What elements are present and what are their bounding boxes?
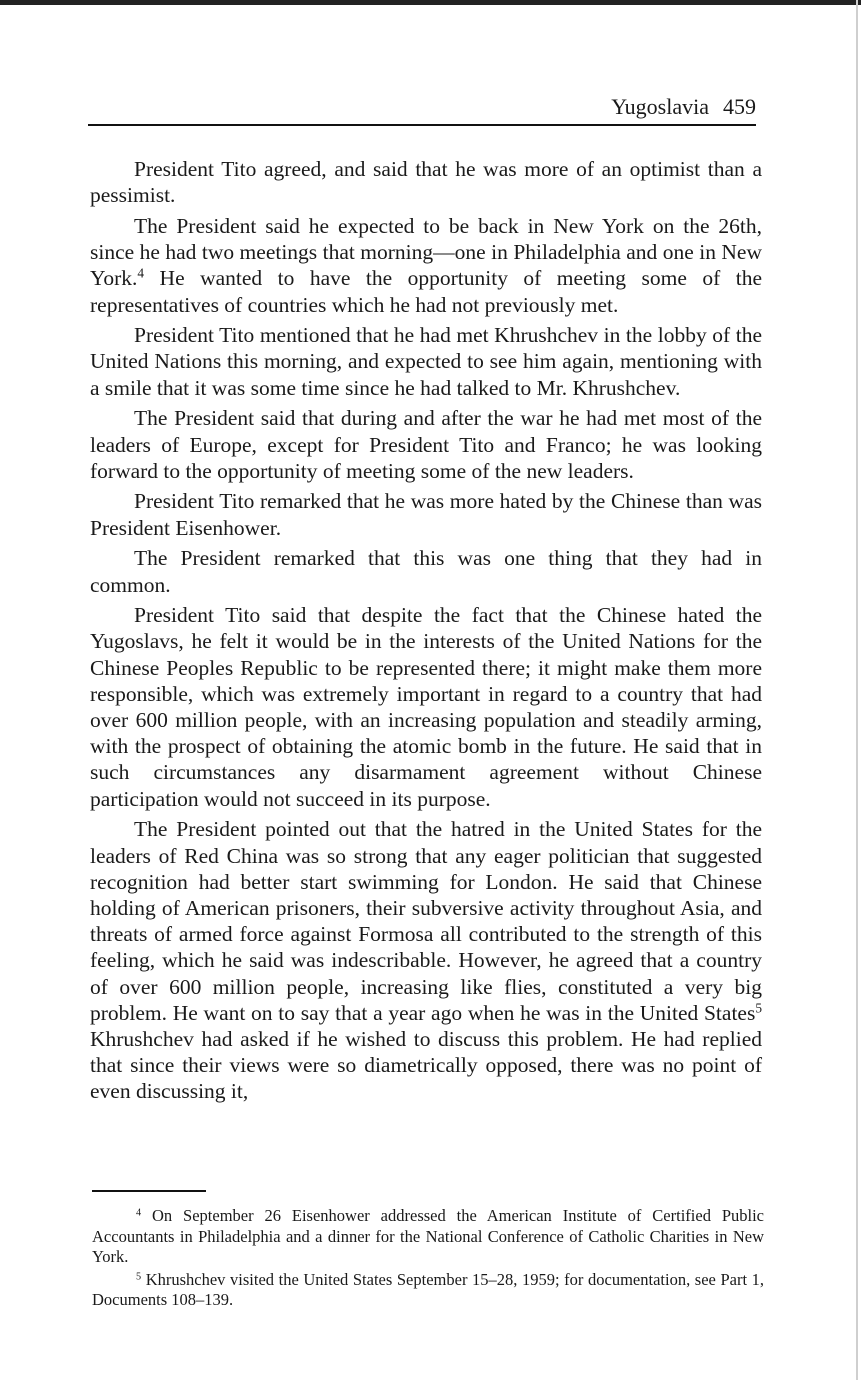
running-head <box>88 92 756 122</box>
paragraph-5 <box>90 488 762 540</box>
paragraph-7 <box>90 602 762 812</box>
paragraph-text: The President pointed out that the hatred in the United States for the leaders of Red China was so strong that any eager politician that suggested recognition had better start swimming for London. He said that Chinese holding of American prisoners, their subversive activity throughout Asia, and threats of armed force against Formosa all contributed to the strength of this feeling, which he said was indescribable. However, he agreed that a country of over 600 million people, increasing like flies, constituted a very big problem. He want on to say that a year ago when he was in the United States <box>90 817 762 1025</box>
page-top-edge <box>0 0 861 5</box>
paragraph-text: President Tito said that despite the fact that the Chinese hated the Yugoslavs, he felt it would be in the interests of the United Nations for the Chinese Peoples Republic to be represented there; it might make them more responsible, which was extremely important in regard to a country that had over 600 million people, with an increasing population and steadily arming, with the prospect of obtaining the atomic bomb in the future. He said that in such circumstances any disarmament agreement without Chinese participation would not succeed in its purpose. <box>90 603 762 811</box>
footnotes <box>92 1206 764 1313</box>
paragraph-3 <box>90 322 762 401</box>
paragraph-text: President Tito agreed, and said that he was more of an optimist than a pessimist. <box>90 157 762 208</box>
paragraph-8 <box>90 816 762 1104</box>
footnote-4 <box>92 1206 764 1268</box>
paragraph-text-continued: He wanted to have the opportunity of meeting some of the representatives of countries which he had not previously met. <box>90 266 762 317</box>
paragraph-text: The President said he expected to be back in New York on the 26th, since he had two meetings that morning—one in Philadelphia and one in New York. <box>90 213 762 291</box>
paragraph-4 <box>90 405 762 484</box>
body-text <box>90 156 762 1109</box>
running-head-group <box>611 92 756 122</box>
footnote-rule <box>92 1190 206 1192</box>
header-rule <box>88 124 756 126</box>
paragraph-text: President Tito mentioned that he had met Khrushchev in the lobby of the United Nations this morning, and expected to see him again, mentioning with a smile that it was some time since he had talked to Mr. Khrushchev. <box>90 323 762 400</box>
footnote-5 <box>92 1270 764 1311</box>
paragraph-text: The President said that during and after the war he had met most of the leaders of Europe, except for President Tito and Franco; he was looking forward to the opportunity of meeting some of the new leaders. <box>90 406 762 483</box>
footnote-reference-4: 4 <box>137 265 145 281</box>
footnote-text: Khrushchev visited the United States September 15–28, 1959; for documentation, see Part 1, Documents 108–139. <box>92 1269 764 1309</box>
paragraph-text-continued: Khrushchev had asked if he wished to discuss this problem. He had replied that since their views were so diametrically opposed, there was no point of even discussing it, <box>90 1027 762 1104</box>
paragraph-text: President Tito remarked that he was more hated by the Chinese than was President Eisenhower. <box>90 489 762 540</box>
paragraph-2 <box>90 213 762 318</box>
paragraph-1 <box>90 156 762 208</box>
page-number: 459 <box>723 94 756 119</box>
footnote-mark: 4 <box>136 1207 142 1219</box>
footnote-mark: 5 <box>136 1270 142 1282</box>
page-right-edge <box>856 0 858 1380</box>
footnote-reference-5: 5 <box>755 1000 762 1016</box>
paragraph-6 <box>90 545 762 597</box>
paragraph-text: The President remarked that this was one thing that they had in common. <box>90 546 762 597</box>
running-title: Yugoslavia <box>611 94 709 119</box>
footnote-text: On September 26 Eisenhower addressed the American Institute of Certified Public Accountants in Philadelphia and a dinner for the National Conference of Catholic Charities in New York. <box>92 1206 764 1266</box>
